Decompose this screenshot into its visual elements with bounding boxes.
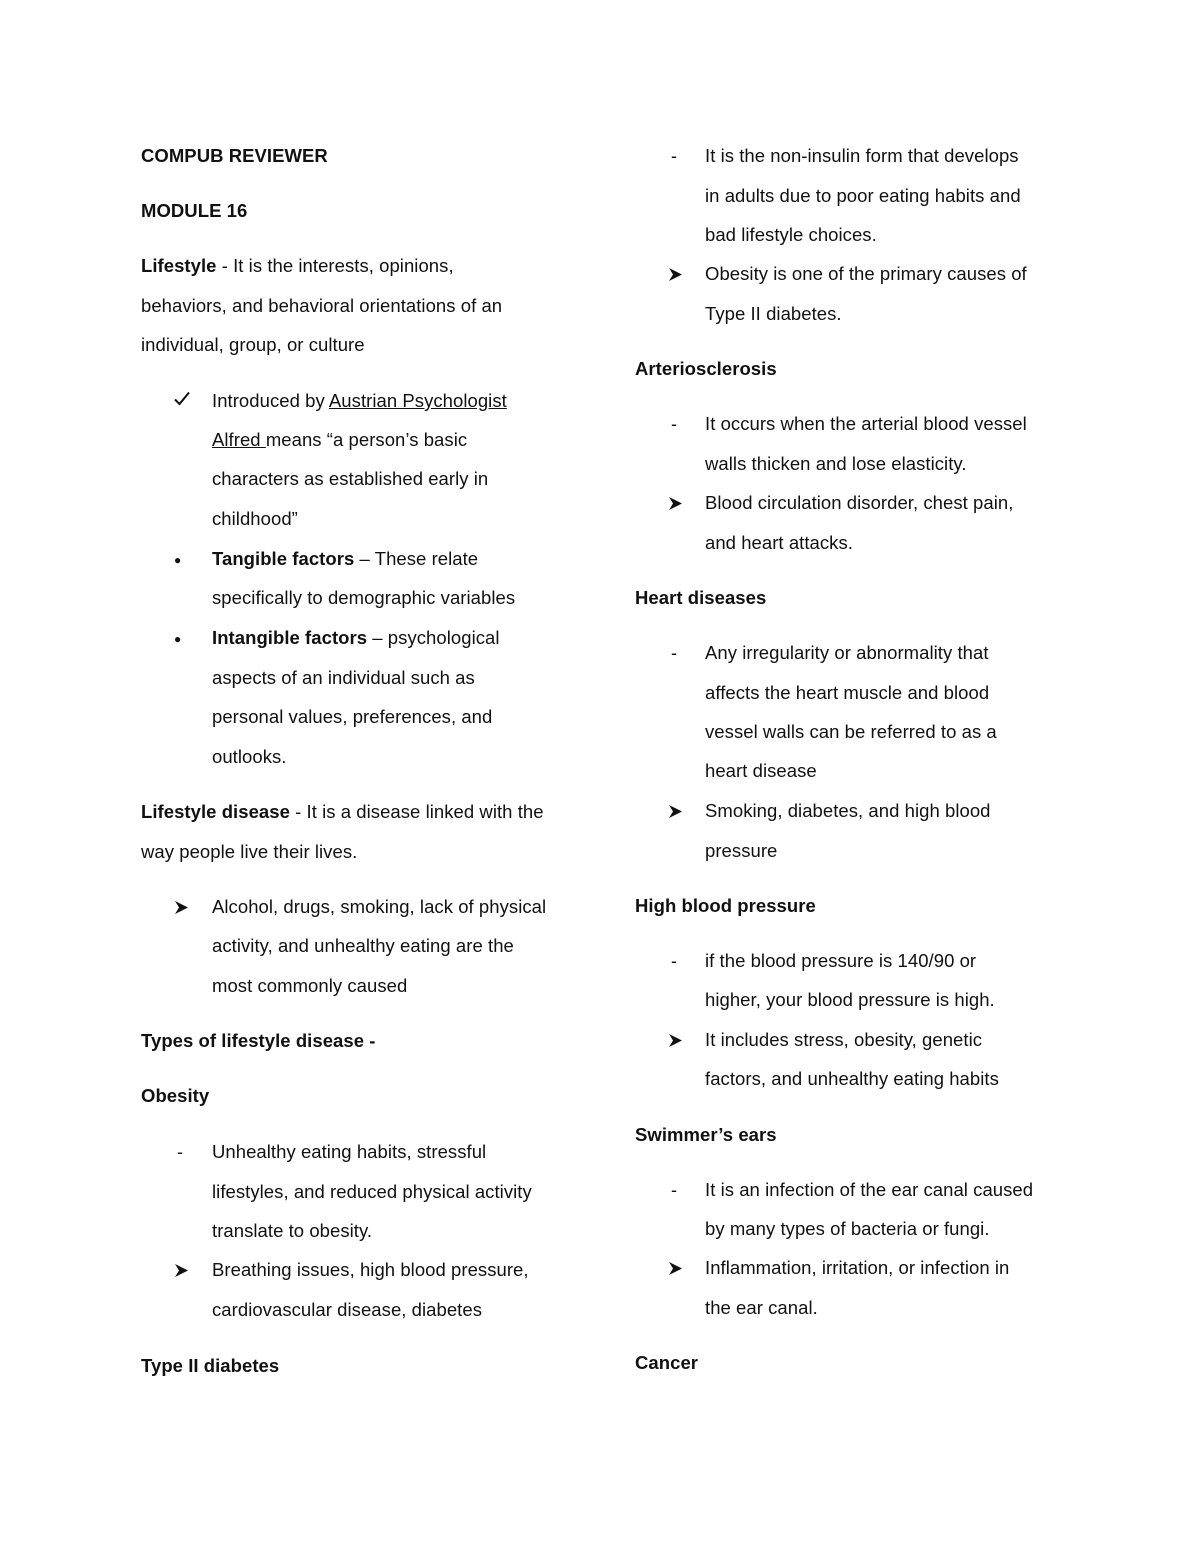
arrowhead-icon (174, 1263, 189, 1278)
intangible-line: outlooks. (212, 746, 287, 767)
obesity-line: Unhealthy eating habits, stressful (212, 1141, 487, 1162)
type2-heading: Type II diabetes (141, 1355, 280, 1376)
swimmer-line: Inflammation, irritation, or infection in (705, 1257, 1010, 1278)
swimmer-line: by many types of bacteria or fungi. (705, 1218, 990, 1239)
lifestyle-disease-line: way people live their lives. (141, 841, 358, 862)
heart-line: Any irregularity or abnormality that (705, 642, 989, 663)
obesity-line: cardiovascular disease, diabetes (212, 1299, 483, 1320)
heart-line: affects the heart muscle and blood (705, 682, 990, 703)
dash-marker: - (177, 1142, 183, 1162)
tangible-line: specifically to demographic variables (212, 587, 516, 608)
check-icon (173, 390, 191, 408)
arteriosclerosis-line: walls thicken and lose elasticity. (705, 453, 967, 474)
tangible-line: Tangible factors – These relate (212, 548, 479, 569)
swimmers-ears-heading: Swimmer’s ears (635, 1124, 777, 1145)
causes-line: activity, and unhealthy eating are the (212, 935, 514, 956)
obesity-heading: Obesity (141, 1085, 210, 1106)
cancer-heading: Cancer (635, 1352, 699, 1373)
intangible-line: Intangible factors – psychological (212, 627, 500, 648)
arrowhead-icon (668, 804, 683, 819)
arrowhead-icon (668, 267, 683, 282)
document-title: COMPUB REVIEWER (141, 145, 328, 166)
intangible-line: aspects of an individual such as (212, 667, 475, 688)
lifestyle-definition-line: behaviors, and behavioral orientations of an (141, 295, 503, 316)
dash-marker: - (671, 1180, 677, 1200)
hbp-line: if the blood pressure is 140/90 or (705, 950, 977, 971)
type2-line: Type II diabetes. (705, 303, 842, 324)
arrowhead-icon (668, 1033, 683, 1048)
intangible-line: personal values, preferences, and (212, 706, 493, 727)
lifestyle-term: Lifestyle (141, 255, 217, 276)
dash-marker: - (671, 414, 677, 434)
arrowhead-icon (668, 496, 683, 511)
obesity-line: Breathing issues, high blood pressure, (212, 1259, 529, 1280)
bullet-marker: ● (174, 632, 182, 646)
arrowhead-icon (668, 1261, 683, 1276)
adler-line: childhood” (212, 508, 298, 529)
lifestyle-definition-line: individual, group, or culture (141, 334, 365, 355)
type2-line: Obesity is one of the primary causes of (705, 263, 1027, 284)
dash-marker: - (671, 643, 677, 663)
module-label: MODULE 16 (141, 200, 248, 221)
causes-line: Alcohol, drugs, smoking, lack of physical (212, 896, 547, 917)
causes-line: most commonly caused (212, 975, 408, 996)
heart-line: Smoking, diabetes, and high blood (705, 800, 991, 821)
lifestyle-definition-line: Lifestyle - It is the interests, opinions, (141, 255, 454, 276)
adler-line: Alfred means “a person’s basic (212, 429, 468, 450)
swimmer-line: the ear canal. (705, 1297, 818, 1318)
adler-line: Introduced by Austrian Psychologist (212, 390, 507, 411)
arteriosclerosis-line: It occurs when the arterial blood vessel (705, 413, 1027, 434)
types-heading: Types of lifestyle disease - (141, 1030, 376, 1051)
type2-line: in adults due to poor eating habits and (705, 185, 1021, 206)
obesity-line: lifestyles, and reduced physical activity (212, 1181, 532, 1202)
heart-diseases-heading: Heart diseases (635, 587, 767, 608)
hbp-line: It includes stress, obesity, genetic (705, 1029, 983, 1050)
hbp-line: factors, and unhealthy eating habits (705, 1068, 999, 1089)
type2-line: bad lifestyle choices. (705, 224, 877, 245)
hbp-line: higher, your blood pressure is high. (705, 989, 995, 1010)
arteriosclerosis-line: and heart attacks. (705, 532, 853, 553)
obesity-line: translate to obesity. (212, 1220, 373, 1241)
heart-line: vessel walls can be referred to as a (705, 721, 997, 742)
dash-marker: - (671, 951, 677, 971)
dash-marker: - (671, 146, 677, 166)
type2-line: It is the non-insulin form that develops (705, 145, 1019, 166)
heart-line: pressure (705, 840, 778, 861)
arrowhead-icon (174, 900, 189, 915)
swimmer-line: It is an infection of the ear canal caused (705, 1179, 1034, 1200)
lifestyle-disease-line: Lifestyle disease - It is a disease linked with the (141, 801, 544, 822)
adler-line: characters as established early in (212, 468, 489, 489)
arteriosclerosis-line: Blood circulation disorder, chest pain, (705, 492, 1014, 513)
arteriosclerosis-heading: Arteriosclerosis (635, 358, 777, 379)
hbp-heading: High blood pressure (635, 895, 816, 916)
bullet-marker: ● (174, 553, 182, 567)
heart-line: heart disease (705, 760, 817, 781)
